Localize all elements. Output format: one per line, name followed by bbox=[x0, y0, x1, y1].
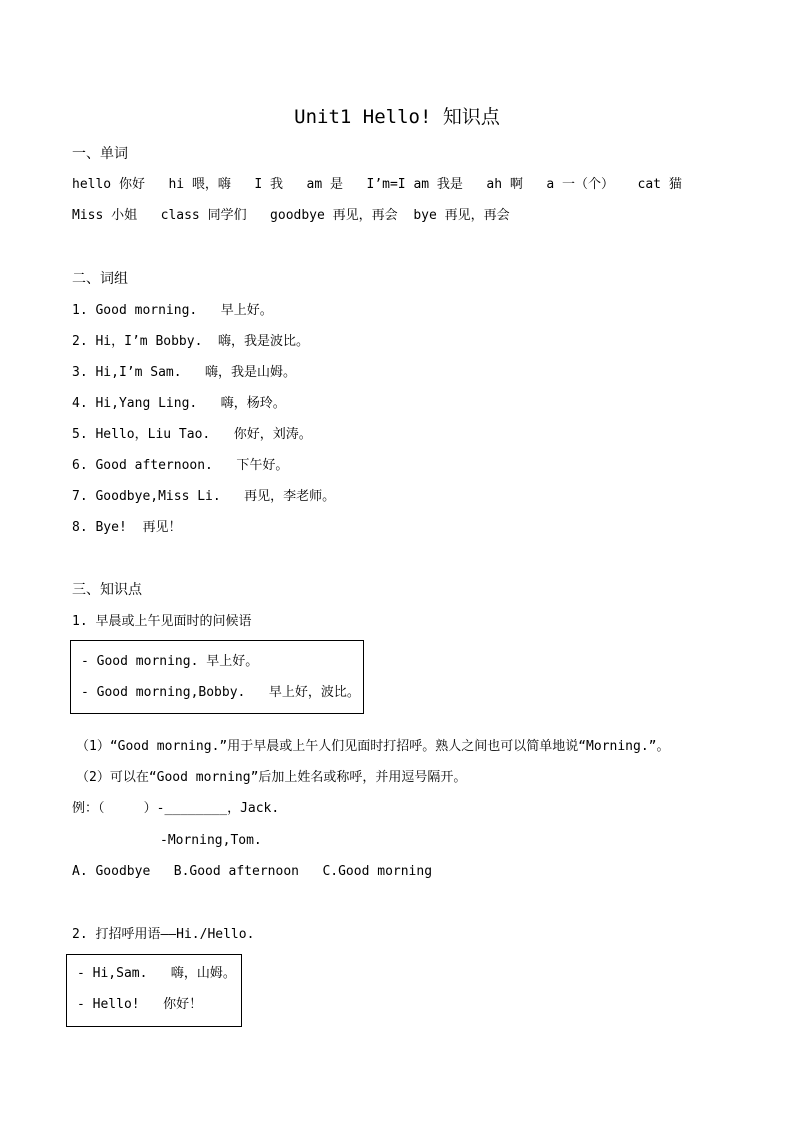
section-heading-phrases: 二、词组 bbox=[72, 271, 128, 287]
section-heading-knowledge-points: 三、知识点 bbox=[72, 582, 142, 598]
dialogue-line: - Hello! 你好！ bbox=[77, 997, 203, 1012]
phrase-item: 7. Goodbye,Miss Li. 再见，李老师。 bbox=[72, 489, 336, 504]
phrase-item: 8. Bye! 再见！ bbox=[72, 520, 182, 535]
example-dialogue-box bbox=[70, 640, 364, 714]
phrase-item: 4. Hi,Yang Ling. 嗨，杨玲。 bbox=[72, 396, 286, 411]
section-heading-vocabulary: 一、单词 bbox=[72, 146, 128, 162]
dialogue-line: - Good morning. 早上好。 bbox=[81, 654, 259, 669]
dialogue-line: - Hi,Sam. 嗨，山姆。 bbox=[77, 966, 236, 981]
phrase-item: 3. Hi,I’m Sam. 嗨，我是山姆。 bbox=[72, 365, 297, 380]
example-answer: -Morning,Tom. bbox=[160, 833, 262, 848]
phrase-item: 1. Good morning. 早上好。 bbox=[72, 303, 273, 318]
knowledge-point-title: 2. 打招呼用语——Hi./Hello. bbox=[72, 927, 255, 942]
dialogue-line: - Good morning,Bobby. 早上好，波比。 bbox=[81, 685, 360, 700]
answer-options: A. Goodbye B.Good afternoon C.Good morning bbox=[72, 864, 433, 879]
page-title: Unit1 Hello! 知识点 bbox=[294, 106, 500, 128]
phrase-item: 6. Good afternoon. 下午好。 bbox=[72, 458, 289, 473]
phrase-item: 2. Hi，I’m Bobby. 嗨，我是波比。 bbox=[72, 334, 310, 349]
knowledge-point-title: 1. 早晨或上午见面时的问候语 bbox=[72, 614, 252, 629]
usage-note: （2）可以在“Good morning”后加上姓名或称呼，并用逗号隔开。 bbox=[76, 770, 467, 785]
example-question: 例：（ ）-________，Jack. bbox=[72, 801, 280, 816]
vocabulary-line: hello 你好 hi 喂，嗨 I 我 am 是 I’m=I am 我是 ah 啊 a 一（个） cat 猫 bbox=[72, 177, 682, 192]
usage-note: （1）“Good morning.”用于早晨或上午人们见面时打招呼。熟人之间也可以简单地说“Morning.”。 bbox=[76, 739, 670, 754]
greeting-dialogue-box bbox=[66, 954, 242, 1027]
vocabulary-line: Miss 小姐 class 同学们 goodbye 再见，再会 bye 再见，再会 bbox=[72, 208, 510, 223]
phrase-item: 5. Hello，Liu Tao. 你好，刘涛。 bbox=[72, 427, 312, 442]
